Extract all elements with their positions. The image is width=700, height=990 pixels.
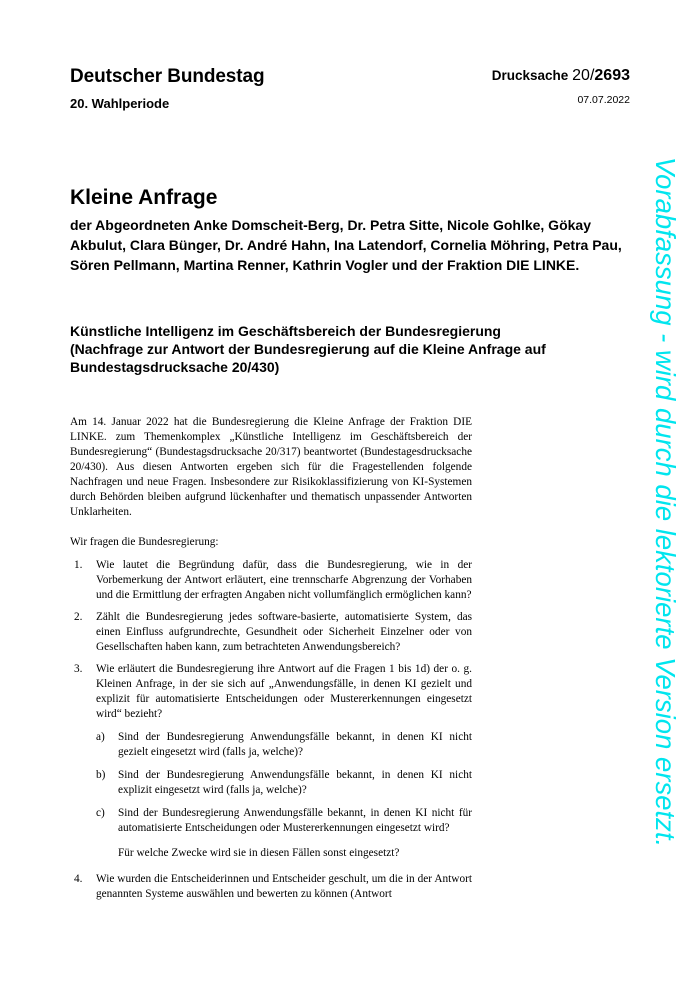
sub-question-letter: a): [96, 731, 105, 743]
question-text: Zählt die Bundesregierung jedes software-basierte, automatisierte System, das einen Einfluss aufgrundrechte, Gesundheit oder Sicherheit Einzelner oder von Gesellschaften haben kann, zum betrachteten Anwendungsbereich?: [96, 611, 472, 653]
question-item: [70, 872, 472, 902]
question-number: 1.: [74, 559, 83, 571]
sub-question-letter: c): [96, 807, 105, 819]
drucksache-number-prefix: 20/: [572, 67, 595, 84]
question-item: [70, 610, 472, 655]
document-body: [70, 415, 472, 909]
question-number: 3.: [74, 663, 83, 675]
drucksache-label: Drucksache: [491, 68, 569, 83]
document-header-right: [492, 67, 630, 106]
subject-line-1: Künstliche Intelligenz im Geschäftsbereich der Bundesregierung: [70, 323, 501, 339]
question-text: Wie wurden die Entscheiderinnen und Entscheider geschult, um die in der Antwort genannten Systeme auswählen und bewerten zu können (Antwort: [96, 873, 472, 900]
subject-line-2: (Nachfrage zur Antwort der Bundesregierung auf die Kleine Anfrage auf Bundestagsdrucksache 20/430): [70, 341, 546, 375]
question-number: 4.: [74, 873, 83, 885]
draft-watermark: Vorabfassung - wird durch die lektorierte Version ersetzt.: [650, 156, 681, 848]
subject-heading: [70, 322, 570, 376]
sub-question-letter: b): [96, 769, 106, 781]
sub-question-text: Sind der Bundesregierung Anwendungsfälle bekannt, in denen KI nicht gezielt eingesetzt wird (falls ja, welche)?: [118, 731, 472, 758]
question-item: [70, 558, 472, 603]
document-header-left: [70, 66, 264, 111]
watermark-strip: [645, 0, 685, 990]
authors-line: der Abgeordneten Anke Domscheit-Berg, Dr. Petra Sitte, Nicole Gohlke, Gökay Akbulut, Clara Bünger, Dr. André Hahn, Ina Latendorf, Cornelia Möhring, Petra Pau, Sören Pellmann, Martina Renner, Kathrin Vogler und der Fraktion DIE LINKE.: [70, 217, 622, 273]
question-lead: Wir fragen die Bundesregierung:: [70, 536, 219, 548]
question-number: 2.: [74, 611, 83, 623]
intro-paragraph: Am 14. Januar 2022 hat die Bundesregierung die Kleine Anfrage der Fraktion DIE LINKE. zum Themenkomplex „Künstliche Intelligenz im Geschäftsbereich der Bundesregierung“ (Bundestagsdrucksache 20/317) beantwortet (Bundestagesdrucksache 20/430). Aus diesen Antworten ergeben sich für die Fragestellenden folgende Nachfragen und neue Fragen. Insbesondere zur Risikoklassifizierung von KI-Systemen durch Behörden bleiben aufgrund lückenhafter und thematisch unpassender Antworten Unklarheiten.: [70, 416, 472, 518]
question-text: Wie erläutert die Bundesregierung ihre Antwort auf die Fragen 1 bis 1d) der o. g. Kleinen Anfrage, in der sie sich auf „Anwendungsfälle, in denen KI gezielt und explizit für automatisierte Entscheidungen oder Mustererkennungen eingesetzt wird“ bezieht?: [96, 663, 472, 720]
question-text: Wie lautet die Begründung dafür, dass die Bundesregierung, wie in der Vorbemerkung der Antwort erläutert, eine trennscharfe Abgrenzung der Vorhaben und die Ermittlung der erfragten Angaben nicht vollumfänglich ermöglichen kann?: [96, 559, 472, 601]
document-type-title: Kleine Anfrage: [70, 186, 218, 209]
legislative-period: 20. Wahlperiode: [70, 96, 170, 111]
question-item: [70, 662, 472, 865]
sub-question: [96, 768, 472, 798]
document-date: 07.07.2022: [577, 94, 630, 106]
drucksache-number-main: 2693: [594, 67, 630, 84]
sub-question-text: Sind der Bundesregierung Anwendungsfälle bekannt, in denen KI nicht für automatisierte Entscheidungen oder Mustererkennungen eingesetzt wird?: [118, 807, 472, 834]
sub-question-text: Sind der Bundesregierung Anwendungsfälle bekannt, in denen KI nicht explizit eingesetzt wird (falls ja, welche)?: [118, 769, 472, 796]
drucksache-number: [492, 67, 630, 85]
question-body: [96, 662, 472, 865]
institution-name: Deutscher Bundestag: [70, 66, 265, 87]
sub-question: [96, 806, 472, 836]
sub-question-followup: Für welche Zwecke wird sie in diesen Fällen sonst eingesetzt?: [118, 847, 400, 859]
sub-question: [96, 730, 472, 760]
